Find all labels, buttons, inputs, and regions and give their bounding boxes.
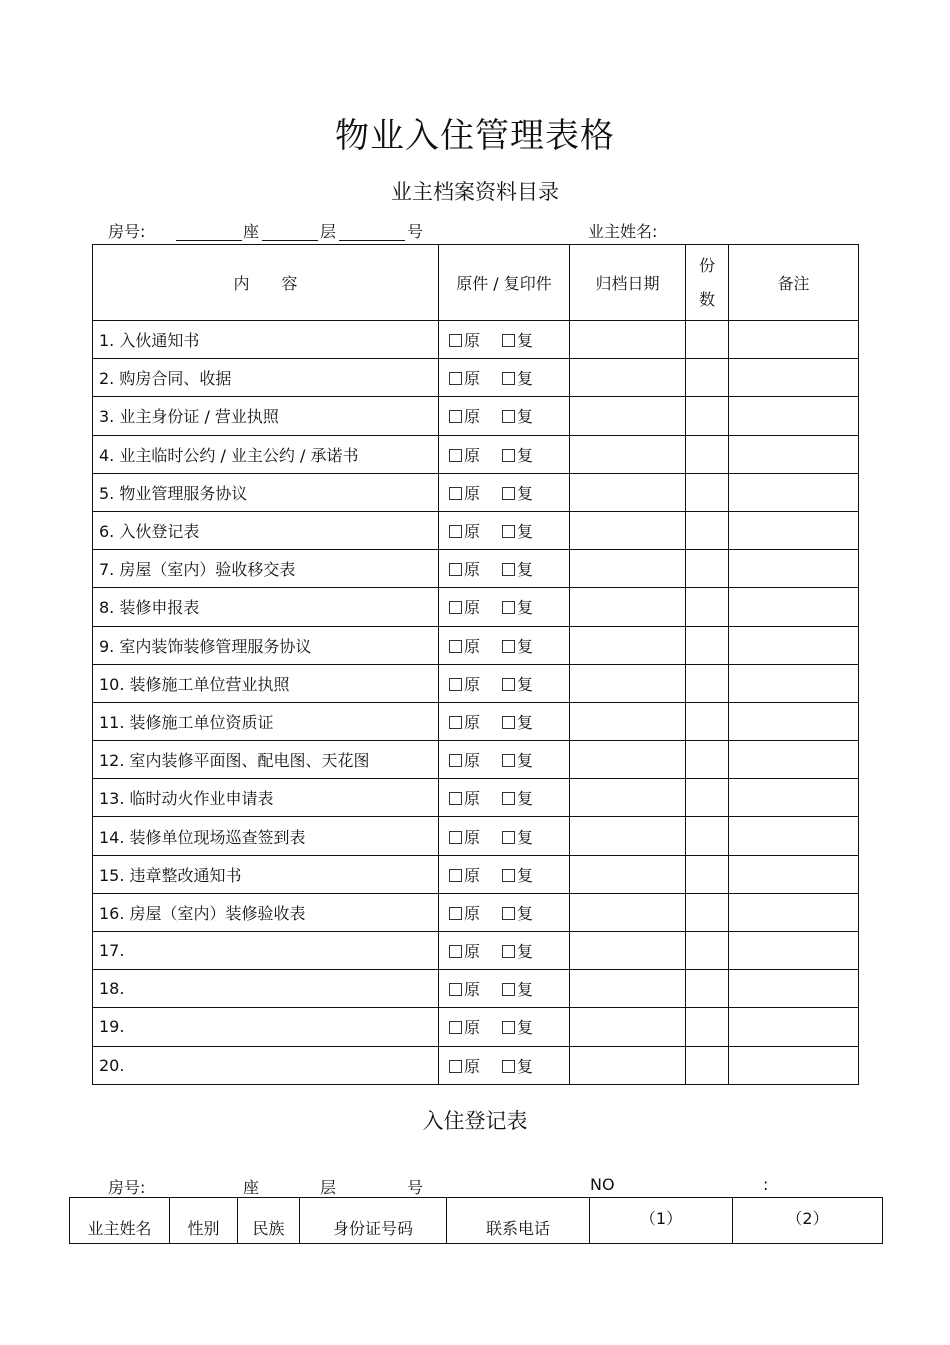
copy-label: 复 — [517, 712, 534, 732]
reg-block-label: 座 — [243, 1178, 260, 1197]
row-original-copy-cell — [439, 855, 570, 893]
copy-label: 复 — [517, 751, 534, 771]
copy-checkbox[interactable] — [502, 716, 515, 729]
row-copies-cell[interactable] — [686, 855, 729, 893]
reg-floor-label: 层 — [320, 1178, 337, 1197]
table-row — [93, 1008, 859, 1046]
original-checkbox[interactable] — [449, 754, 462, 767]
catalog-header-row — [93, 245, 859, 321]
original-checkbox[interactable] — [449, 678, 462, 691]
row-item-label: 13. 临时动火作业申请表 — [93, 779, 439, 817]
row-item-label: 8. 装修申报表 — [93, 588, 439, 626]
original-label: 原 — [464, 712, 481, 732]
copy-checkbox[interactable] — [502, 372, 515, 385]
copy-checkbox[interactable] — [502, 525, 515, 538]
row-archive-date-cell[interactable] — [570, 970, 686, 1008]
original-checkbox[interactable] — [449, 907, 462, 920]
copy-checkbox[interactable] — [502, 1021, 515, 1034]
copy-checkbox[interactable] — [502, 945, 515, 958]
row-remark-cell[interactable] — [729, 741, 859, 779]
copy-checkbox[interactable] — [502, 907, 515, 920]
reg-header-col1: （1） — [590, 1198, 733, 1244]
row-copies-cell[interactable] — [686, 893, 729, 931]
row-original-copy-cell — [439, 702, 570, 740]
row-original-copy-cell — [439, 741, 570, 779]
row-original-copy-cell — [439, 893, 570, 931]
row-original-copy-cell — [439, 970, 570, 1008]
original-checkbox[interactable] — [449, 792, 462, 805]
row-original-copy-cell — [439, 435, 570, 473]
page-title: 物业入住管理表格 — [335, 116, 615, 156]
copy-label: 复 — [517, 560, 534, 580]
row-archive-date-cell[interactable] — [570, 1046, 686, 1084]
row-original-copy-cell — [439, 397, 570, 435]
row-archive-date-cell[interactable] — [570, 893, 686, 931]
row-archive-date-cell[interactable] — [570, 397, 686, 435]
row-remark-cell[interactable] — [729, 932, 859, 970]
row-item-label: 7. 房屋（室内）验收移交表 — [93, 550, 439, 588]
copy-checkbox[interactable] — [502, 334, 515, 347]
table-row — [93, 588, 859, 626]
copy-checkbox[interactable] — [502, 754, 515, 767]
reg-header-gender: 性别 — [170, 1198, 238, 1244]
row-archive-date-cell[interactable] — [570, 932, 686, 970]
row-item-label: 9. 室内装饰装修管理服务协议 — [93, 626, 439, 664]
reg-header-col2: （2） — [733, 1198, 883, 1244]
row-original-copy-cell — [439, 588, 570, 626]
table-row — [93, 664, 859, 702]
copy-label: 复 — [517, 1056, 534, 1076]
table-row — [93, 932, 859, 970]
copy-checkbox[interactable] — [502, 449, 515, 462]
copy-label: 复 — [517, 331, 534, 351]
row-remark-cell[interactable] — [729, 473, 859, 511]
block-blank — [176, 222, 242, 241]
row-item-label: 17. — [93, 932, 439, 970]
original-label: 原 — [464, 369, 481, 389]
row-original-copy-cell — [439, 473, 570, 511]
row-copies-cell[interactable] — [686, 359, 729, 397]
row-item-label: 15. 违章整改通知书 — [93, 855, 439, 893]
original-checkbox[interactable] — [449, 640, 462, 653]
copy-label: 复 — [517, 407, 534, 427]
copy-label: 复 — [517, 483, 534, 503]
row-original-copy-cell — [439, 359, 570, 397]
copy-label: 复 — [517, 598, 534, 618]
copy-label: 复 — [517, 1018, 534, 1038]
row-item-label: 4. 业主临时公约 / 业主公约 / 承诺书 — [93, 435, 439, 473]
header-original-copy: 原件 / 复印件 — [439, 245, 570, 321]
row-original-copy-cell — [439, 779, 570, 817]
row-archive-date-cell[interactable] — [570, 855, 686, 893]
row-item-label: 10. 装修施工单位营业执照 — [93, 664, 439, 702]
copy-label: 复 — [517, 865, 534, 885]
row-original-copy-cell — [439, 817, 570, 855]
row-original-copy-cell — [439, 626, 570, 664]
row-item-label: 5. 物业管理服务协议 — [93, 473, 439, 511]
original-label: 原 — [464, 1056, 481, 1076]
catalog-block-label: 座 — [243, 222, 260, 241]
row-copies-cell[interactable] — [686, 511, 729, 549]
original-label: 原 — [464, 445, 481, 465]
table-row — [93, 855, 859, 893]
row-copies-cell[interactable] — [686, 397, 729, 435]
copy-checkbox[interactable] — [502, 983, 515, 996]
row-item-label: 3. 业主身份证 / 营业执照 — [93, 397, 439, 435]
row-remark-cell[interactable] — [729, 779, 859, 817]
row-copies-cell[interactable] — [686, 473, 729, 511]
original-checkbox[interactable] — [449, 831, 462, 844]
header-copies-top: 份 — [698, 255, 715, 275]
row-archive-date-cell[interactable] — [570, 664, 686, 702]
row-item-label: 11. 装修施工单位资质证 — [93, 702, 439, 740]
copy-checkbox[interactable] — [502, 640, 515, 653]
row-archive-date-cell[interactable] — [570, 741, 686, 779]
copy-label: 复 — [517, 980, 534, 1000]
table-row — [93, 893, 859, 931]
original-checkbox[interactable] — [449, 334, 462, 347]
table-row — [93, 511, 859, 549]
original-label: 原 — [464, 560, 481, 580]
row-item-label: 1. 入伙通知书 — [93, 321, 439, 359]
row-original-copy-cell — [439, 321, 570, 359]
original-checkbox[interactable] — [449, 945, 462, 958]
row-archive-date-cell[interactable] — [570, 817, 686, 855]
reg-header-phone: 联系电话 — [447, 1198, 590, 1244]
original-checkbox[interactable] — [449, 869, 462, 882]
table-row — [93, 550, 859, 588]
header-copies-bottom: 数 — [698, 289, 715, 309]
row-remark-cell[interactable] — [729, 359, 859, 397]
row-remark-cell[interactable] — [729, 321, 859, 359]
row-copies-cell[interactable] — [686, 664, 729, 702]
row-item-label: 20. — [93, 1046, 439, 1084]
original-label: 原 — [464, 407, 481, 427]
catalog-table — [92, 244, 859, 1085]
row-original-copy-cell — [439, 664, 570, 702]
reg-header-ethnicity: 民族 — [238, 1198, 300, 1244]
original-label: 原 — [464, 331, 481, 351]
catalog-room-label: 房号: — [108, 222, 146, 241]
catalog-subtitle: 业主档案资料目录 — [391, 180, 559, 204]
row-remark-cell[interactable] — [729, 435, 859, 473]
catalog-owner-label: 业主姓名: — [588, 222, 658, 241]
row-remark-cell[interactable] — [729, 893, 859, 931]
row-item-label: 12. 室内装修平面图、配电图、天花图 — [93, 741, 439, 779]
original-label: 原 — [464, 865, 481, 885]
original-checkbox[interactable] — [449, 563, 462, 576]
table-row — [93, 397, 859, 435]
header-copies — [686, 245, 729, 321]
header-remark: 备注 — [729, 245, 859, 321]
catalog-num-label: 号 — [407, 222, 424, 241]
row-remark-cell[interactable] — [729, 855, 859, 893]
copy-label: 复 — [517, 445, 534, 465]
row-remark-cell[interactable] — [729, 588, 859, 626]
row-item-label: 14. 装修单位现场巡查签到表 — [93, 817, 439, 855]
copy-label: 复 — [517, 789, 534, 809]
original-checkbox[interactable] — [449, 372, 462, 385]
row-item-label: 16. 房屋（室内）装修验收表 — [93, 893, 439, 931]
row-original-copy-cell — [439, 511, 570, 549]
original-checkbox[interactable] — [449, 716, 462, 729]
original-label: 原 — [464, 751, 481, 771]
original-label: 原 — [464, 522, 481, 542]
table-row — [93, 817, 859, 855]
table-row — [93, 435, 859, 473]
table-row — [93, 321, 859, 359]
row-original-copy-cell — [439, 1046, 570, 1084]
table-row — [93, 970, 859, 1008]
original-label: 原 — [464, 980, 481, 1000]
original-label: 原 — [464, 483, 481, 503]
row-copies-cell[interactable] — [686, 1046, 729, 1084]
row-item-label: 18. — [93, 970, 439, 1008]
row-remark-cell[interactable] — [729, 397, 859, 435]
original-label: 原 — [464, 789, 481, 809]
copy-checkbox[interactable] — [502, 410, 515, 423]
number-blank — [339, 222, 405, 241]
row-archive-date-cell[interactable] — [570, 626, 686, 664]
row-archive-date-cell[interactable] — [570, 321, 686, 359]
original-label: 原 — [464, 1018, 481, 1038]
header-content: 内 容 — [93, 245, 439, 321]
row-remark-cell[interactable] — [729, 1008, 859, 1046]
copy-checkbox[interactable] — [502, 563, 515, 576]
row-copies-cell[interactable] — [686, 1008, 729, 1046]
row-archive-date-cell[interactable] — [570, 588, 686, 626]
reg-num-label: 号 — [407, 1178, 424, 1197]
row-original-copy-cell — [439, 1008, 570, 1046]
original-checkbox[interactable] — [449, 487, 462, 500]
copy-label: 复 — [517, 636, 534, 656]
row-copies-cell[interactable] — [686, 932, 729, 970]
row-remark-cell[interactable] — [729, 511, 859, 549]
row-archive-date-cell[interactable] — [570, 702, 686, 740]
copy-checkbox[interactable] — [502, 601, 515, 614]
reg-header-owner-name: 业主姓名 — [70, 1198, 170, 1244]
copy-label: 复 — [517, 674, 534, 694]
original-label: 原 — [464, 827, 481, 847]
original-label: 原 — [464, 942, 481, 962]
floor-blank — [262, 222, 318, 241]
copy-checkbox[interactable] — [502, 831, 515, 844]
original-checkbox[interactable] — [449, 1021, 462, 1034]
table-row — [93, 1046, 859, 1084]
reg-no-label: NO — [590, 1175, 615, 1194]
row-item-label: 2. 购房合同、收据 — [93, 359, 439, 397]
copy-label: 复 — [517, 942, 534, 962]
row-remark-cell[interactable] — [729, 817, 859, 855]
original-checkbox[interactable] — [449, 449, 462, 462]
row-archive-date-cell[interactable] — [570, 550, 686, 588]
row-item-label: 19. — [93, 1008, 439, 1046]
copy-label: 复 — [517, 903, 534, 923]
copy-checkbox[interactable] — [502, 678, 515, 691]
copy-label: 复 — [517, 827, 534, 847]
original-label: 原 — [464, 598, 481, 618]
reg-room-label: 房号: — [108, 1178, 146, 1197]
row-item-label: 6. 入伙登记表 — [93, 511, 439, 549]
original-label: 原 — [464, 903, 481, 923]
row-remark-cell[interactable] — [729, 626, 859, 664]
copy-checkbox[interactable] — [502, 869, 515, 882]
row-copies-cell[interactable] — [686, 588, 729, 626]
row-original-copy-cell — [439, 932, 570, 970]
table-row — [93, 626, 859, 664]
original-checkbox[interactable] — [449, 1060, 462, 1073]
row-original-copy-cell — [439, 550, 570, 588]
table-row — [93, 779, 859, 817]
row-copies-cell[interactable] — [686, 741, 729, 779]
row-archive-date-cell[interactable] — [570, 435, 686, 473]
row-remark-cell[interactable] — [729, 550, 859, 588]
original-checkbox[interactable] — [449, 983, 462, 996]
row-copies-cell[interactable] — [686, 435, 729, 473]
copy-label: 复 — [517, 369, 534, 389]
catalog-floor-label: 层 — [320, 222, 337, 241]
table-row — [93, 359, 859, 397]
row-copies-cell[interactable] — [686, 817, 729, 855]
row-remark-cell[interactable] — [729, 970, 859, 1008]
original-checkbox[interactable] — [449, 601, 462, 614]
header-archive-date: 归档日期 — [570, 245, 686, 321]
row-archive-date-cell[interactable] — [570, 359, 686, 397]
row-remark-cell[interactable] — [729, 664, 859, 702]
registration-header-row — [70, 1198, 883, 1244]
table-row — [93, 473, 859, 511]
row-copies-cell[interactable] — [686, 779, 729, 817]
original-checkbox[interactable] — [449, 410, 462, 423]
row-copies-cell[interactable] — [686, 550, 729, 588]
copy-label: 复 — [517, 522, 534, 542]
table-row — [93, 741, 859, 779]
copy-checkbox[interactable] — [502, 792, 515, 805]
original-label: 原 — [464, 674, 481, 694]
row-archive-date-cell[interactable] — [570, 779, 686, 817]
row-archive-date-cell[interactable] — [570, 1008, 686, 1046]
original-label: 原 — [464, 636, 481, 656]
copy-checkbox[interactable] — [502, 1060, 515, 1073]
reg-colon: : — [763, 1175, 769, 1194]
row-copies-cell[interactable] — [686, 702, 729, 740]
table-row — [93, 702, 859, 740]
row-archive-date-cell[interactable] — [570, 511, 686, 549]
row-copies-cell[interactable] — [686, 321, 729, 359]
registration-table — [69, 1197, 883, 1244]
row-remark-cell[interactable] — [729, 1046, 859, 1084]
row-remark-cell[interactable] — [729, 702, 859, 740]
copy-checkbox[interactable] — [502, 487, 515, 500]
original-checkbox[interactable] — [449, 525, 462, 538]
row-archive-date-cell[interactable] — [570, 473, 686, 511]
row-copies-cell[interactable] — [686, 970, 729, 1008]
reg-header-id-number: 身份证号码 — [300, 1198, 447, 1244]
registration-title: 入住登记表 — [422, 1109, 528, 1133]
row-copies-cell[interactable] — [686, 626, 729, 664]
